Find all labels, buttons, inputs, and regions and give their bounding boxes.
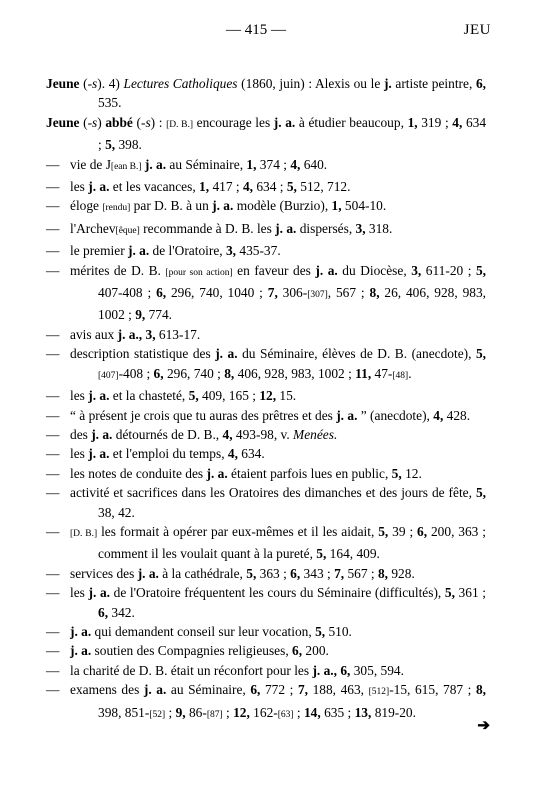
index-subentry: — examens des j. a. au Séminaire, 6, 772 ; 7, 188, 463, [512]-15, 615, 787 ; 8, 398, 851-[52] ; 9, 86-[87] ; 12, 162-[63] ; 14, 635 ; 13, 819-20. — [46, 682, 487, 720]
index-subentry: — j. a. soutien des Compagnies religieuses, 6, 200. — [46, 643, 329, 659]
index-subentry: — avis aux j. a., 3, 613-17. — [46, 326, 201, 342]
index-subentry: — les j. a. et la chasteté, 5, 409, 165 ; 12, 15. — [46, 388, 297, 404]
index-subentry: — le premier j. a. de l'Oratoire, 3, 435-37. — [46, 243, 281, 259]
index-subentry: — les j. a. et l'emploi du temps, 4, 634. — [46, 446, 265, 462]
index-subentry: — activité et sacrifices dans les Oratoires des dimanches et des jours de fête, 5, 38, 42. — [46, 485, 486, 520]
index-subentry: — les j. a. de l'Oratoire fréquentent les cours du Séminaire (difficultés), 5, 361 ; 6, 342. — [46, 585, 486, 620]
index-subentry: — les j. a. et les vacances, 1, 417 ; 4, 634 ; 5, 512, 712. — [46, 179, 351, 195]
index-subentry: — services des j. a. à la cathédrale, 5, 363 ; 6, 343 ; 7, 567 ; 8, 928. — [46, 565, 415, 581]
index-subentry: — des j. a. détournés de D. B., 4, 493-98, v. Menées. — [46, 426, 338, 442]
index-subentry: — description statistique des j. a. du Séminaire, élèves de D. B. (anecdote), 5, [407]-408 ; 6, 296, 740 ; 8, 406, 928, 983, 1002 ; 11, 47-[48]. — [46, 346, 487, 381]
index-subentry: — l'Archev[êque] recommande à D. B. les j. a. dispersés, 3, 318. — [46, 220, 393, 236]
index-subentry: — mérites de D. B. [pour son action] en faveur des j. a. du Diocèse, 3, 611-20 ; 5, 407-408 ; 6, 296, 740, 1040 ; 7, 306-[307], 567 ; 8, 26, 406, 928, 983, 1002 ; 9, 774. — [46, 262, 487, 323]
index-subentry: — la charité de D. B. était un réconfort pour les j. a., 6, 305, 594. — [46, 662, 404, 678]
index-entries — [46, 74, 486, 725]
index-subentry: — [D. B.] les formait à opérer par eux-mêmes et il les aidait, 5, 39 ; 6, 200, 363 ; comment il les voulait quant à la pureté, 5, 164, 409. — [46, 523, 486, 562]
page-number: — 415 — — [226, 22, 286, 38]
index-subentry: — “ à présent je crois que tu auras des prêtres et des j. a. ” (anecdote), 4, 428. — [46, 407, 471, 423]
running-keyword: JEU — [463, 22, 491, 38]
index-subentry: — éloge [rendu] par D. B. à un j. a. modèle (Burzio), 1, 504-10. — [46, 198, 387, 214]
index-entry-headword: Jeune (-s) abbé (-s) : [D. B.] encourage les j. a. à étudier beaucoup, 1, 319 ; 4, 634 ; 5, 398. — [46, 114, 487, 153]
index-subentry: — vie de J[ean B.] j. a. au Séminaire, 1, 374 ; 4, 640. — [46, 156, 328, 172]
index-entry-headword: Jeune (-s). 4) Lectures Catholiques (1860, juin) : Alexis ou le j. artiste peintre, 6, 535. — [46, 76, 486, 111]
index-subentry: — j. a. qui demandent conseil sur leur vocation, 5, 510. — [46, 623, 352, 639]
continue-arrow-icon: ➔ — [477, 718, 490, 734]
page-header — [0, 22, 536, 44]
index-subentry: — les notes de conduite des j. a. étaient parfois lues en public, 5, 12. — [46, 465, 422, 481]
